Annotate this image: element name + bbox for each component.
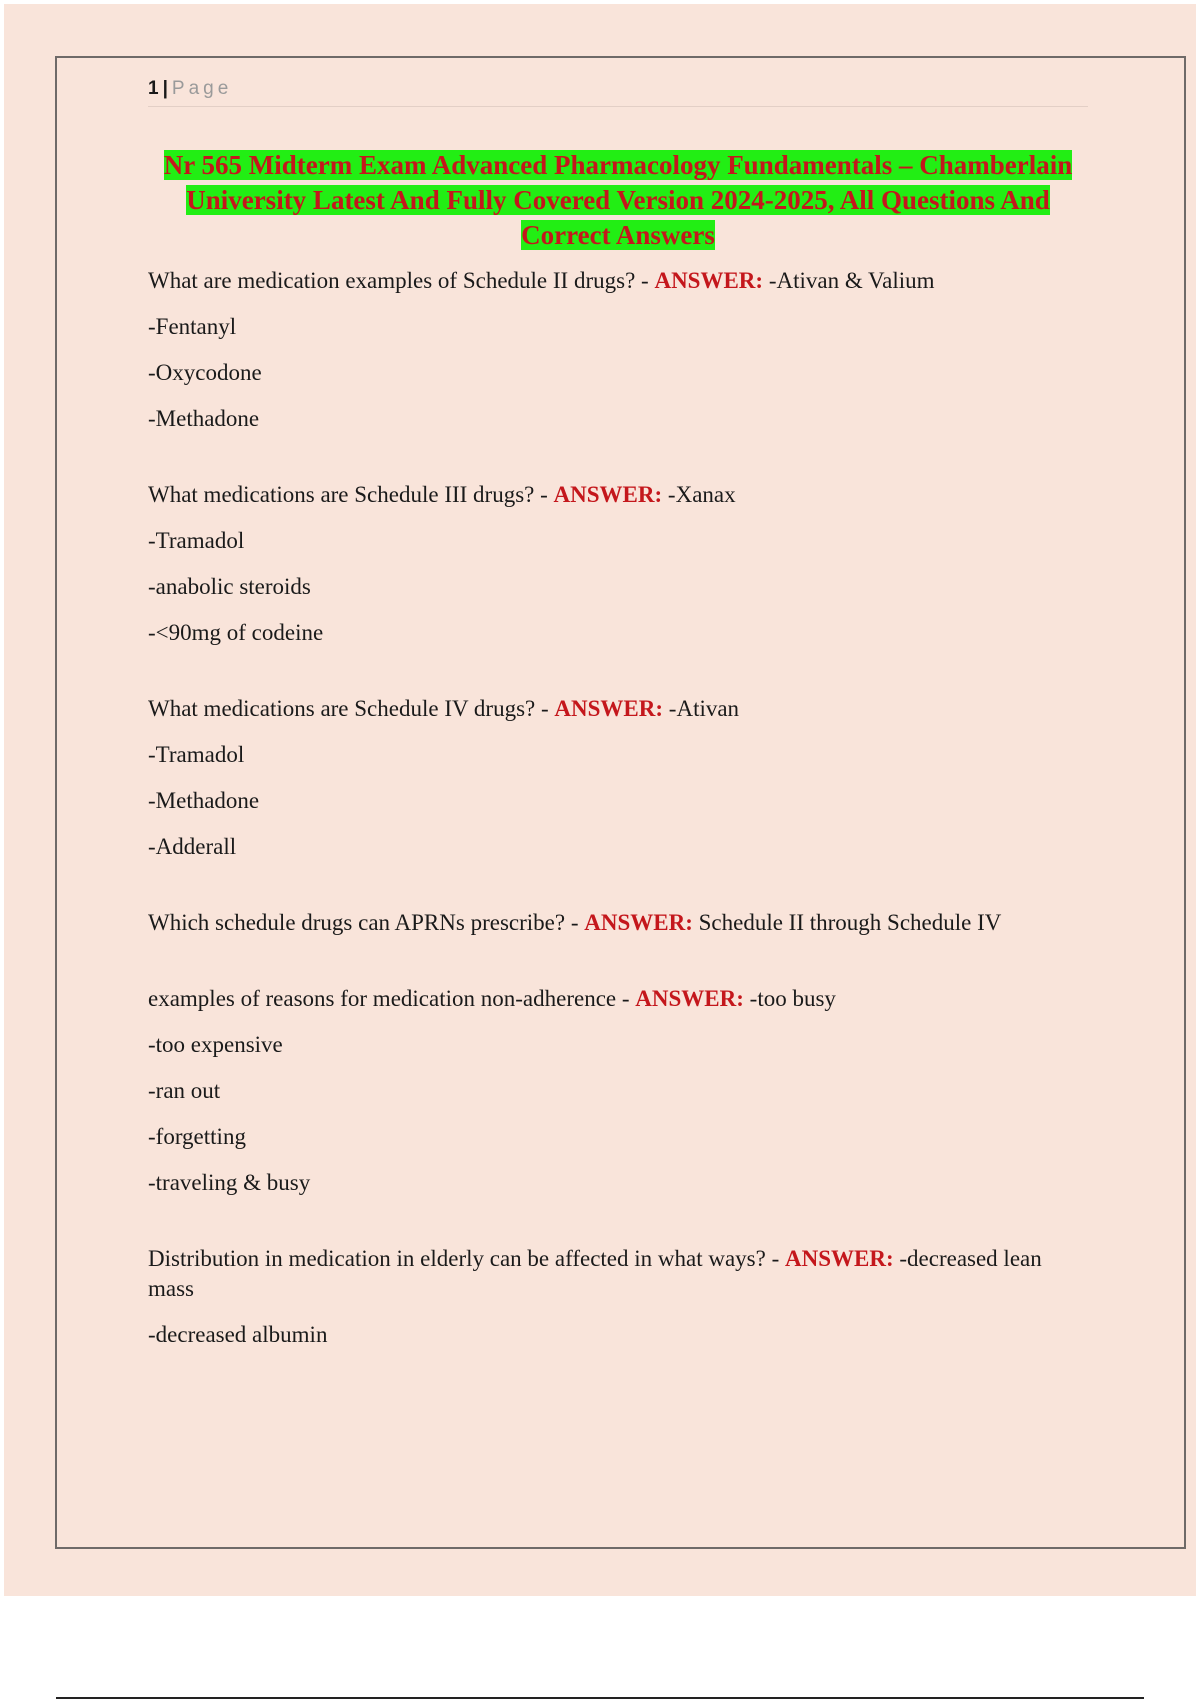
answer-text: -Xanax [667, 482, 736, 507]
answer-marker: ANSWER: [584, 910, 693, 935]
document-title [150, 148, 1086, 253]
answer-item: -Adderall [148, 834, 237, 859]
answer-item: -forgetting [148, 1124, 246, 1149]
answer-item: -decreased albumin [148, 1322, 328, 1347]
question-line: What are medication examples of Schedule II drugs? - ANSWER: -Ativan & Valium [148, 268, 935, 293]
answer-marker: ANSWER: [635, 986, 744, 1011]
question-text: Distribution in medication in elderly can be affected in what ways? [148, 1246, 766, 1271]
question-line: Which schedule drugs can APRNs prescribe? - ANSWER: Schedule II through Schedule IV [148, 910, 1002, 935]
page-label: Page [171, 78, 233, 99]
answer-item: -<90mg of codeine [148, 620, 324, 645]
question-text: Which schedule drugs can APRNs prescribe? [148, 910, 566, 935]
answer-item: -anabolic steroids [148, 574, 311, 599]
qa-list [148, 266, 1088, 1396]
answer-text: -Ativan [668, 696, 740, 721]
answer-marker: ANSWER: [553, 482, 663, 507]
question-line: examples of reasons for medication non-adherence - ANSWER: -too busy [148, 986, 836, 1011]
question-text: What medications are Schedule III drugs? [148, 482, 535, 507]
answer-text: Schedule II through Schedule IV [698, 910, 1002, 935]
question-line: What medications are Schedule IV drugs? - ANSWER: -Ativan [148, 696, 740, 721]
answer-item: -Oxycodone [148, 360, 262, 385]
question-line: What medications are Schedule III drugs? - ANSWER: -Xanax [148, 482, 736, 507]
qa-item [148, 480, 1088, 648]
page-header [148, 78, 1088, 107]
question-text: What medications are Schedule IV drugs? [148, 696, 536, 721]
page-number: 1 [148, 78, 159, 99]
answer-item: -ran out [148, 1078, 221, 1103]
answer-text: -Ativan & Valium [768, 268, 935, 293]
answer-item: -Methadone [148, 788, 260, 813]
answer-item: -Fentanyl [148, 314, 237, 339]
question-line: Distribution in medication in elderly can be affected in what ways? - ANSWER: -decreased lean mass [148, 1246, 1042, 1301]
qa-item [148, 694, 1088, 862]
answer-text: -decreased lean mass [148, 1246, 1042, 1301]
answer-item: -Tramadol [148, 528, 245, 553]
qa-item [148, 1244, 1088, 1350]
answer-item: -traveling & busy [148, 1170, 311, 1195]
question-text: What are medication examples of Schedule II drugs? [148, 268, 636, 293]
answer-item: -Methadone [148, 406, 260, 431]
answer-item: -Tramadol [148, 742, 245, 767]
title-text: Nr 565 Midterm Exam Advanced Pharmacology Fundamentals – Chamberlain University Latest And Fully Covered Version 2024-2025, All Questions And Correct Answers [163, 150, 1073, 250]
answer-marker: ANSWER: [654, 268, 764, 293]
qa-item [148, 908, 1088, 938]
answer-marker: ANSWER: [554, 696, 664, 721]
answer-item: -too expensive [148, 1032, 283, 1057]
qa-item [148, 984, 1088, 1198]
qa-item [148, 266, 1088, 434]
footer-rule [56, 1697, 1144, 1699]
answer-marker: ANSWER: [785, 1246, 894, 1271]
answer-text: -too busy [749, 986, 836, 1011]
page-separator: | [162, 78, 168, 99]
question-text: examples of reasons for medication non-adherence [148, 986, 617, 1011]
